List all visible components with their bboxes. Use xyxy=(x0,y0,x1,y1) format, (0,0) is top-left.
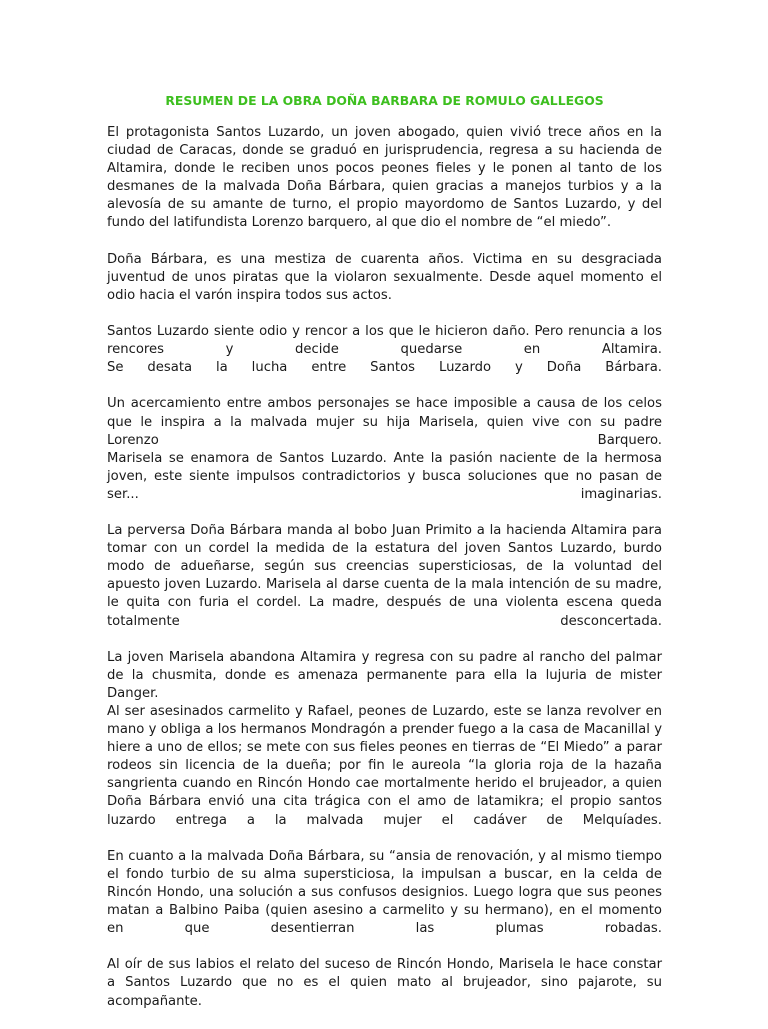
text-line: Un acercamiento entre ambos personajes se hace imposible a causa de los celos xyxy=(107,396,662,412)
text-line: Danger. xyxy=(107,685,159,701)
text-line: Altamira, donde le reciben unos pocos peones fieles y le ponen al tanto de los xyxy=(107,161,662,177)
text-line: odio hacia el varón inspira todos sus actos. xyxy=(107,287,392,303)
text-line: joven, este siente impulsos contradictorios y busca soluciones que no pasan de xyxy=(107,468,662,484)
text-line: Doña Bárbara envió una cita trágica con el amo de latamikra; el propio santos xyxy=(107,794,662,810)
text-line: La perversa Doña Bárbara manda al bobo Juan Primito a la hacienda Altamira para xyxy=(107,523,662,539)
paragraph xyxy=(107,956,662,1010)
text-line: ser... imaginarias. xyxy=(107,486,662,502)
text-line: fundo del latifundista Lorenzo barquero, al que dio el nombre de “el miedo”. xyxy=(107,215,612,231)
text-line: matan a Balbino Paiba (quien asesino a carmelito y su hermano), en el momento xyxy=(107,903,662,919)
text-line: de la chusmita, donde es amenaza permanente para ella la lujuria de mister xyxy=(107,667,662,683)
paragraph xyxy=(107,323,662,377)
text-line: Al ser asesinados carmelito y Rafael, peones de Luzardo, este se lanza revolver en xyxy=(107,704,662,719)
text-line: Doña Bárbara, es una mestiza de cuarenta años. Victima en su desgraciada xyxy=(107,251,662,267)
text-line: totalmente desconcertada. xyxy=(107,613,662,629)
text-line: que le inspira a la malvada mujer su hija Marisela, quien vive con su padre xyxy=(107,414,662,430)
text-line: mano y obliga a los hermanos Mondragón a prender fuego a la casa de Macanillal y xyxy=(107,722,662,738)
text-line: apuesto joven Luzardo. Marisela al darse cuenta de la mala intención de su madre, xyxy=(107,577,662,593)
paragraph xyxy=(107,251,662,305)
text-line: luzardo entrega a la malvada mujer el cadáver de Melquíades. xyxy=(107,812,662,828)
text-line: Rincón Hondo, una solución a sus confusos designios. Luego logra que sus peones xyxy=(107,884,662,900)
text-line: modo de adueñarse, según sus creencias supersticiosas, de la voluntad del xyxy=(107,559,662,575)
text-line: el fondo turbio de su alma supersticiosa, la impulsan a buscar, en la celda de xyxy=(107,866,662,882)
text-line: sangrienta cuando en Rincón Hondo cae mortalmente herido el brujeador, a quien xyxy=(107,776,662,792)
text-line: juventud de unos piratas que la violaron sexualmente. Desde aquel momento el xyxy=(107,269,662,285)
text-line: alevosía de su amante de turno, el propio mayordomo de Santos Luzardo, y del xyxy=(107,197,662,213)
paragraph xyxy=(107,848,662,938)
text-line: El protagonista Santos Luzardo, un joven abogado, quien vivió trece años en la xyxy=(107,125,662,140)
text-line: La joven Marisela abandona Altamira y regresa con su padre al rancho del palmar xyxy=(107,649,662,665)
paragraph xyxy=(107,124,662,233)
text-line: Marisela se enamora de Santos Luzardo. Ante la pasión naciente de la hermosa xyxy=(107,450,662,466)
paragraph xyxy=(107,522,662,631)
text-line: a Santos Luzardo que no es el quien mato al brujeador, sino pajarote, su xyxy=(107,975,662,991)
text-line: Se desata la lucha entre Santos Luzardo y Doña Bárbara. xyxy=(107,360,662,376)
text-line: ciudad de Caracas, donde se graduó en jurisprudencia, regresa a su hacienda de xyxy=(107,143,662,159)
document-title: RESUMEN DE LA OBRA DOÑA BARBARA DE ROMULO GALLEGOS xyxy=(165,93,604,108)
text-line: en que desentierran las plumas robadas. xyxy=(107,921,662,937)
text-line: le quita con furia el cordel. La madre, después de una violenta escena queda xyxy=(107,595,662,611)
text-line: rodeos sin licencia de la dueña; por fin le aureola “la gloria roja de la hazaña xyxy=(107,758,662,774)
text-line: Lorenzo Barquero. xyxy=(107,432,662,448)
text-line: desmanes de la malvada Doña Bárbara, quien gracias a manejos turbios y a la xyxy=(107,179,662,195)
text-line: acompañante. xyxy=(107,993,202,1009)
paragraph xyxy=(107,649,662,830)
text-line: tomar con un cordel la medida de la estatura del joven Santos Luzardo, burdo xyxy=(107,541,662,557)
paragraph xyxy=(107,395,662,504)
text-line: En cuanto a la malvada Doña Bárbara, su “ansia de renovación, y al mismo tiempo xyxy=(107,848,662,864)
text-line: hiere a uno de ellos; se mete con sus fieles peones en tierras de “El Miedo” a parar xyxy=(107,740,662,756)
text-line: Al oír de sus labios el relato del suceso de Rincón Hondo, Marisela le hace constar xyxy=(107,957,662,973)
document-body xyxy=(107,124,662,1029)
text-line: rencores y decide quedarse en Altamira. xyxy=(107,342,662,358)
text-line: Santos Luzardo siente odio y rencor a los que le hicieron daño. Pero renuncia a los xyxy=(107,324,662,340)
